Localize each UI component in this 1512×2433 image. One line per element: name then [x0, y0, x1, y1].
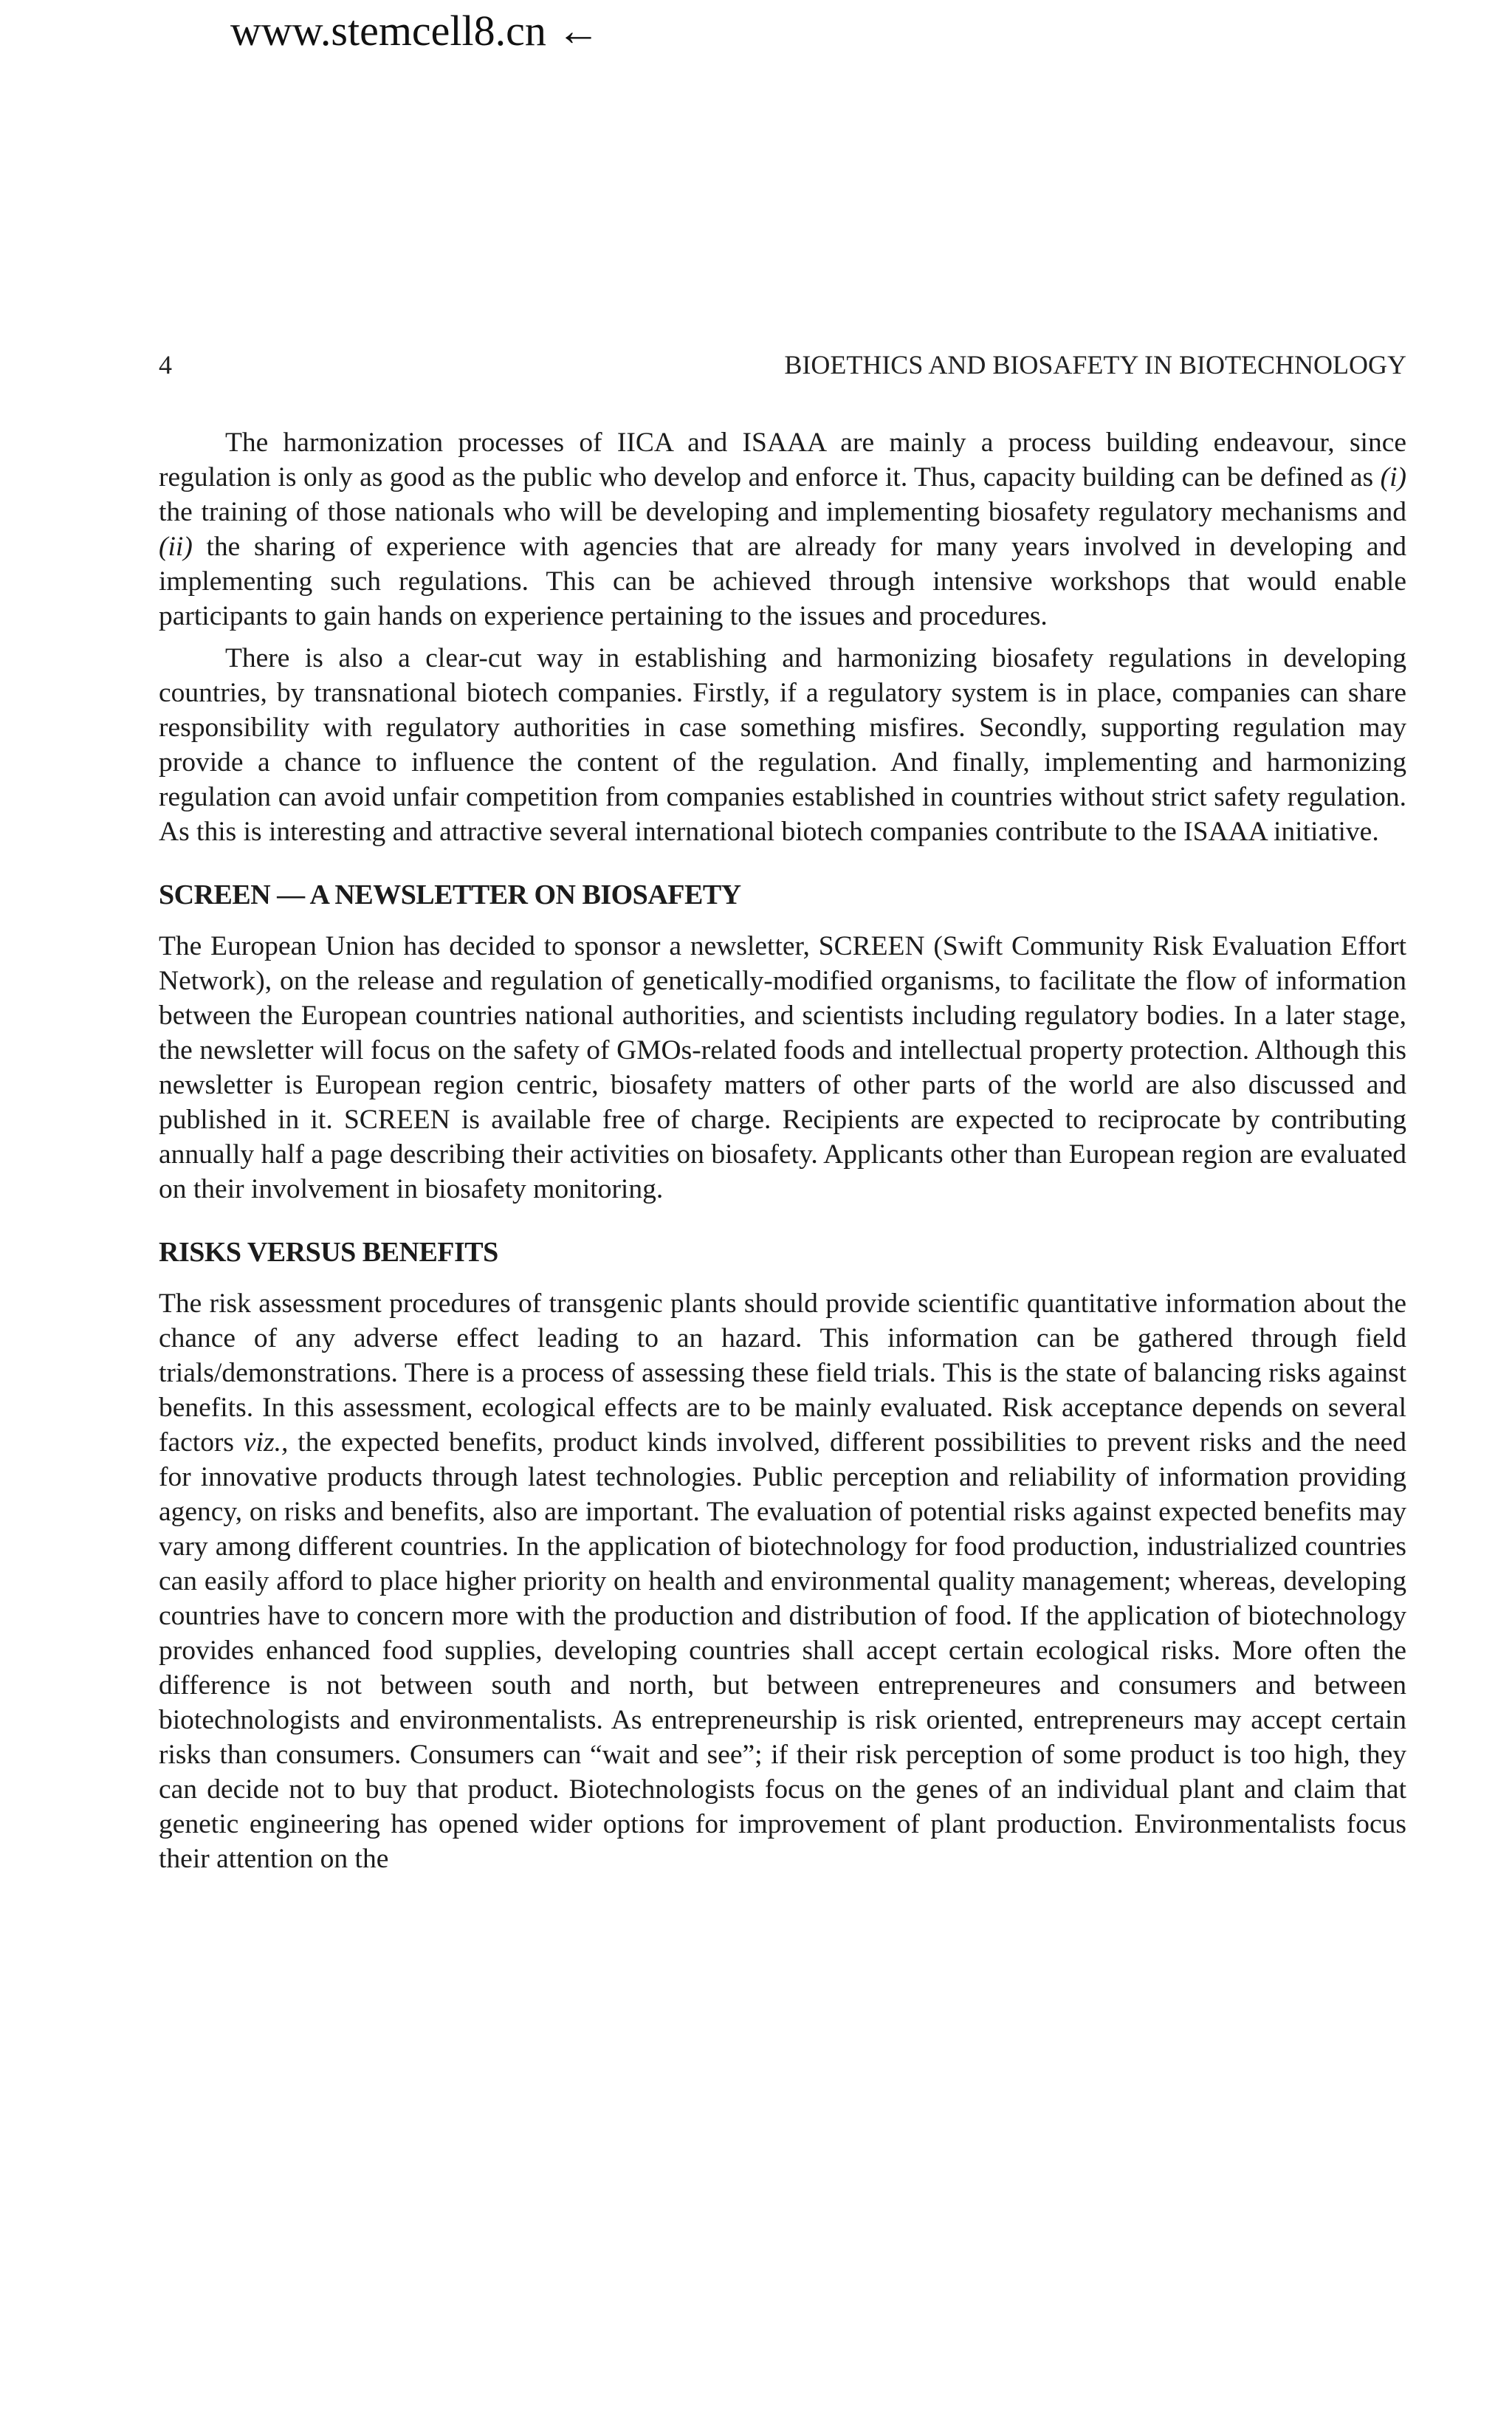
watermark-url: www.stemcell8.cn ←	[230, 7, 600, 55]
para1-text-b: the training of those nationals who will be developing and implementing biosafety regulatory mechanisms and	[159, 497, 1406, 527]
paragraph-capacity-building	[159, 425, 1406, 634]
running-head	[159, 347, 1406, 382]
running-head-title: BIOETHICS AND BIOSAFETY IN BIOTECHNOLOGY	[784, 350, 1406, 380]
para1-text-a: The harmonization processes of IICA and ISAAA are mainly a process building endeavour, since regulation is only as good as the public who develop and enforce it. Thus, capacity building can be defined as	[159, 428, 1406, 493]
risks-text-a: The risk assessment procedures of transgenic plants should provide scientific quantitative information about the chance of any adverse effect leading to an hazard. This information can be gathered through field trials/demonstrations. There is a process of assessing these field trials. This is the state of balancing risks against benefits. In this assessment, ecological effects are to be mainly evaluated. Risk acceptance depends on several factors	[159, 1288, 1406, 1458]
para1-mark-i: (i)	[1380, 462, 1406, 493]
heading-risks-versus-benefits: RISKS VERSUS BENEFITS	[159, 1237, 498, 1268]
paragraph-risks-versus-benefits	[159, 1286, 1406, 1876]
paragraph-screen-newsletter: The European Union has decided to sponsor a newsletter, SCREEN (Swift Community Risk Evaluation Effort Network), on the release and regulation of genetically-modified organisms, to facilitate the flow of information between the European countries national authorities, and scientists including regulatory bodies. In a later stage, the newsletter will focus on the safety of GMOs-related foods and intellectual property protection. Although this newsletter is European region centric, biosafety matters of other parts of the world are also discussed and published in it. SCREEN is available free of charge. Recipients are expected to reciprocate by contributing annually half a page describing their activities on biosafety. Applicants other than European region are evaluated on their involvement in biosafety monitoring.	[159, 931, 1406, 1204]
risks-text-b: the expected benefits, product kinds involved, different possibilities to prevent risks and the need for innovative products through latest technologies. Public perception and reliability of information providing agency, on risks and benefits, also are important. The evaluation of potential risks against expected benefits may vary among different countries. In the application of biotechnology for food production, industrialized countries can easily afford to place higher priority on health and environmental quality management; whereas, developing countries have to concern more with the production and distribution of food. If the application of biotechnology provides enhanced food supplies, developing countries shall accept certain ecological risks. More often the difference is not between south and north, but between entrepreneures and consumers and between biotechnologists and environmentalists. As entrepreneurship is risk oriented, entrepreneurs may accept certain risks than consumers. Consumers can “wait and see”; if their risk perception of some product is too high, they can decide not to buy that product. Biotechnologists focus on the genes of an individual plant and claim that genetic engineering has opened wider options for improvement of plant production. Environmentalists focus their attention on the	[159, 1427, 1406, 1874]
risks-viz: viz.,	[243, 1427, 289, 1458]
book-page	[159, 347, 1406, 1876]
para1-mark-ii: (ii)	[159, 532, 193, 562]
heading-screen-newsletter: SCREEN — A NEWSLETTER ON BIOSAFETY	[159, 879, 741, 910]
para1-text-c: the sharing of experience with agencies that are already for many years involved in developing and implementing such regulations. This can be achieved through intensive workshops that would enable participants to gain hands on experience pertaining to the issues and procedures.	[159, 532, 1406, 631]
page-number: 4	[159, 350, 172, 380]
paragraph-transnational-companies: There is also a clear-cut way in establishing and harmonizing biosafety regulations in developing countries, by transnational biotech companies. Firstly, if a regulatory system is in place, companies can share responsibility with regulatory authorities in case something misfires. Secondly, supporting regulation may provide a chance to influence the content of the regulation. And finally, implementing and harmonizing regulation can avoid unfair competition from companies established in countries without strict safety regulation. As this is interesting and attractive several international biotech companies contribute to the ISAAA initiative.	[159, 643, 1406, 847]
